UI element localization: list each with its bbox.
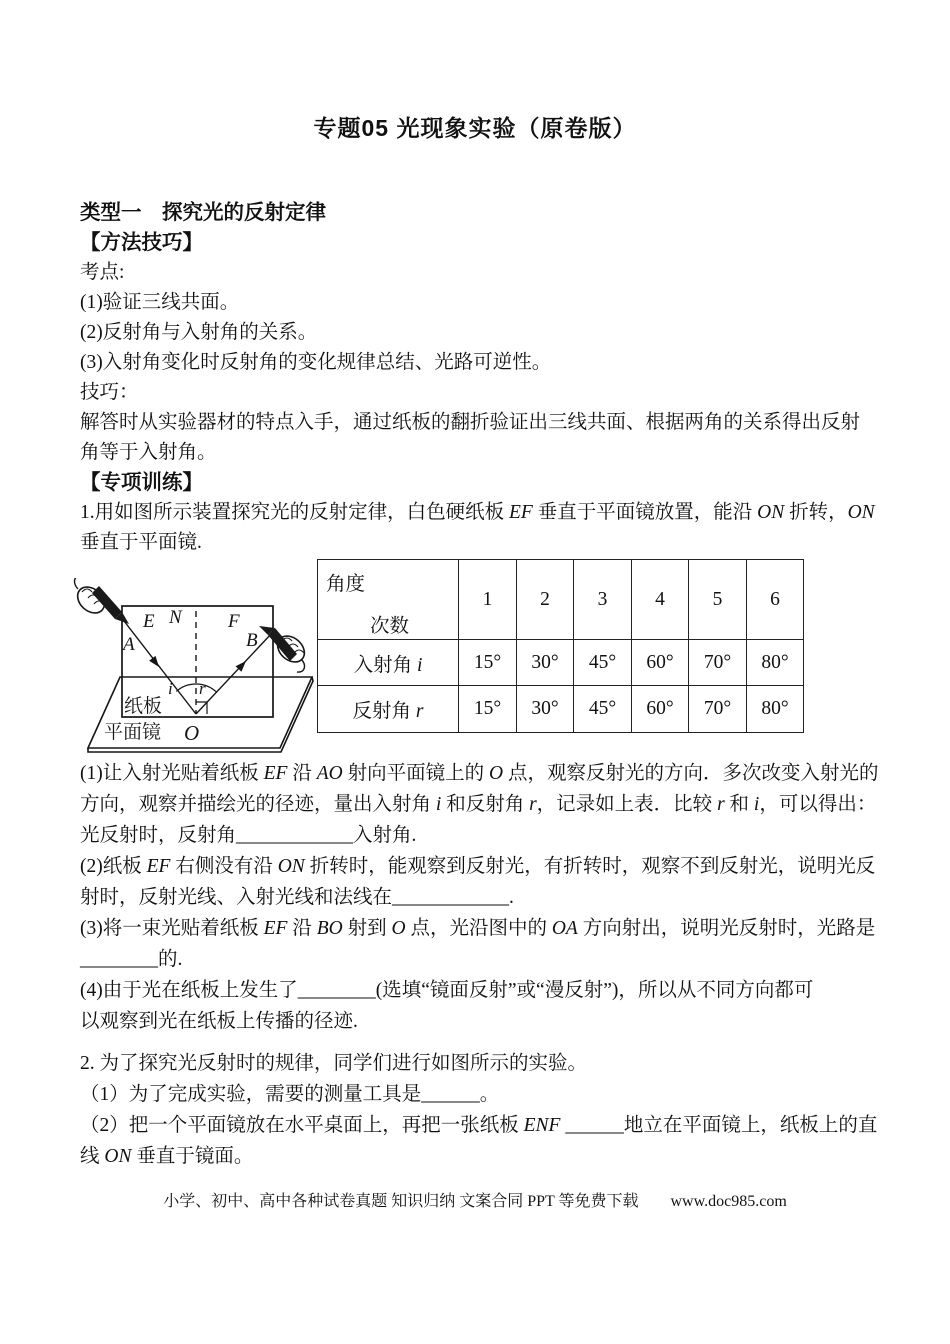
question2-text-block (80, 1048, 940, 1172)
intro-text-block (80, 198, 940, 558)
label-A: A (123, 634, 135, 655)
text-line: 2. 为了探究光反射时的规律，同学们进行如图所示的实验。 (80, 1053, 588, 1074)
experiment-diagram (55, 578, 335, 770)
table-col-header: 3 (574, 560, 632, 640)
table-col-header: 6 (747, 560, 804, 640)
text-line: 1.用如图所示装置探究光的反射定律，白色硬纸板 EF 垂直于平面镜放置，能沿 ON 折转，ON (80, 502, 875, 523)
angle-data-table (317, 559, 804, 733)
label-N: N (169, 607, 182, 628)
hand-with-pen-left-icon (72, 578, 129, 624)
table-cell: 45° (574, 640, 632, 686)
table-col-header: 2 (517, 560, 574, 640)
table-row (318, 640, 804, 686)
text-line: 【方法技巧】 (80, 231, 203, 254)
label-mirror: 平面镜 (104, 722, 162, 743)
table-corner-cell (318, 560, 459, 640)
label-cardboard: 纸板 (124, 696, 163, 717)
label-B: B (246, 630, 258, 651)
text-line: ________的. (80, 949, 183, 970)
table-cell: 45° (574, 686, 632, 733)
text-line: (3)入射角变化时反射角的变化规律总结、光路可逆性。 (80, 352, 552, 373)
text-line: (3)将一束光贴着纸板 EF 沿 BO 射到 O 点，光沿图中的 OA 方向射出，说明光反射时，光路是 (80, 918, 876, 939)
table-col-header: 4 (632, 560, 689, 640)
text-line: 射时，反射光线、入射光线和法线在____________. (80, 887, 514, 908)
table-cell: 60° (632, 686, 689, 733)
text-line: 类型一 探究光的反射定律 (80, 201, 326, 224)
table-cell: 70° (689, 640, 747, 686)
table-cell: 70° (689, 686, 747, 733)
text-line: 方向，观察并描绘光的径迹，量出入射角 i 和反射角 r，记录如上表．比较 r 和 i，可以得出： (80, 794, 877, 815)
text-line: (1)验证三线共面。 (80, 292, 240, 313)
table-cell: 80° (747, 640, 804, 686)
table-cell: 15° (459, 640, 517, 686)
text-line: 垂直于平面镜. (80, 532, 202, 553)
text-line: 【专项训练】 (80, 471, 203, 494)
page-title: 专题05 光现象实验（原卷版） (313, 115, 637, 141)
page-footer: 小学、初中、高中各种试卷真题 知识归纳 文案合同 PPT 等免费下载 www.doc985.com (163, 1193, 787, 1210)
table-row (318, 686, 804, 733)
question1-text-block (80, 758, 940, 1037)
text-line: 线 ON 垂直于镜面。 (80, 1146, 254, 1167)
text-line: （2）把一个平面镜放在水平桌面上，再把一张纸板 ENF ______地立在平面镜上，纸板上的直 (80, 1115, 878, 1136)
text-line: (2)纸板 EF 右侧没有沿 ON 折转时，能观察到反射光，有折转时，观察不到反射光，说明光反 (80, 856, 876, 877)
table-cell: 30° (517, 640, 574, 686)
text-line: 以观察到光在纸板上传播的径迹. (80, 1011, 358, 1032)
hand-with-pen-right-icon (259, 626, 310, 672)
text-line: 角等于入射角。 (80, 442, 217, 463)
text-line: （1）为了完成实验，需要的测量工具是______。 (80, 1084, 500, 1105)
row-label-incident-angle: 入射角 i (318, 640, 459, 686)
text-line: (2)反射角与入射角的关系。 (80, 322, 318, 343)
text-line: 技巧： (80, 382, 139, 403)
corner-label-angle: 角度 (326, 574, 366, 595)
corner-label-trial: 次数 (370, 616, 410, 637)
text-line: 光反射时，反射角____________入射角. (80, 825, 417, 846)
text-line: (1)让入射光贴着纸板 EF 沿 AO 射向平面镜上的 O 点，观察反射光的方向．多次改变入射光的 (80, 763, 879, 784)
row-label-reflection-angle: 反射角 r (318, 686, 459, 733)
label-angle-i: i (168, 679, 173, 698)
table-col-header: 5 (689, 560, 747, 640)
table-cell: 60° (632, 640, 689, 686)
table-cell: 15° (459, 686, 517, 733)
label-angle-r: r (199, 679, 206, 698)
incident-ray-arrowhead (149, 656, 159, 667)
label-E: E (143, 611, 155, 632)
label-F: F (228, 611, 240, 632)
text-line: (4)由于光在纸板上发生了________(选填“镜面反射”或“漫反射”)，所以从不同方向都可 (80, 980, 814, 1001)
text-line: 考点: (80, 262, 125, 283)
table-cell: 80° (747, 686, 804, 733)
table-col-header: 1 (459, 560, 517, 640)
table-cell: 30° (517, 686, 574, 733)
label-O: O (184, 721, 200, 745)
text-line: 解答时从实验器材的特点入手，通过纸板的翻折验证出三线共面、根据两角的关系得出反射 (80, 412, 861, 433)
